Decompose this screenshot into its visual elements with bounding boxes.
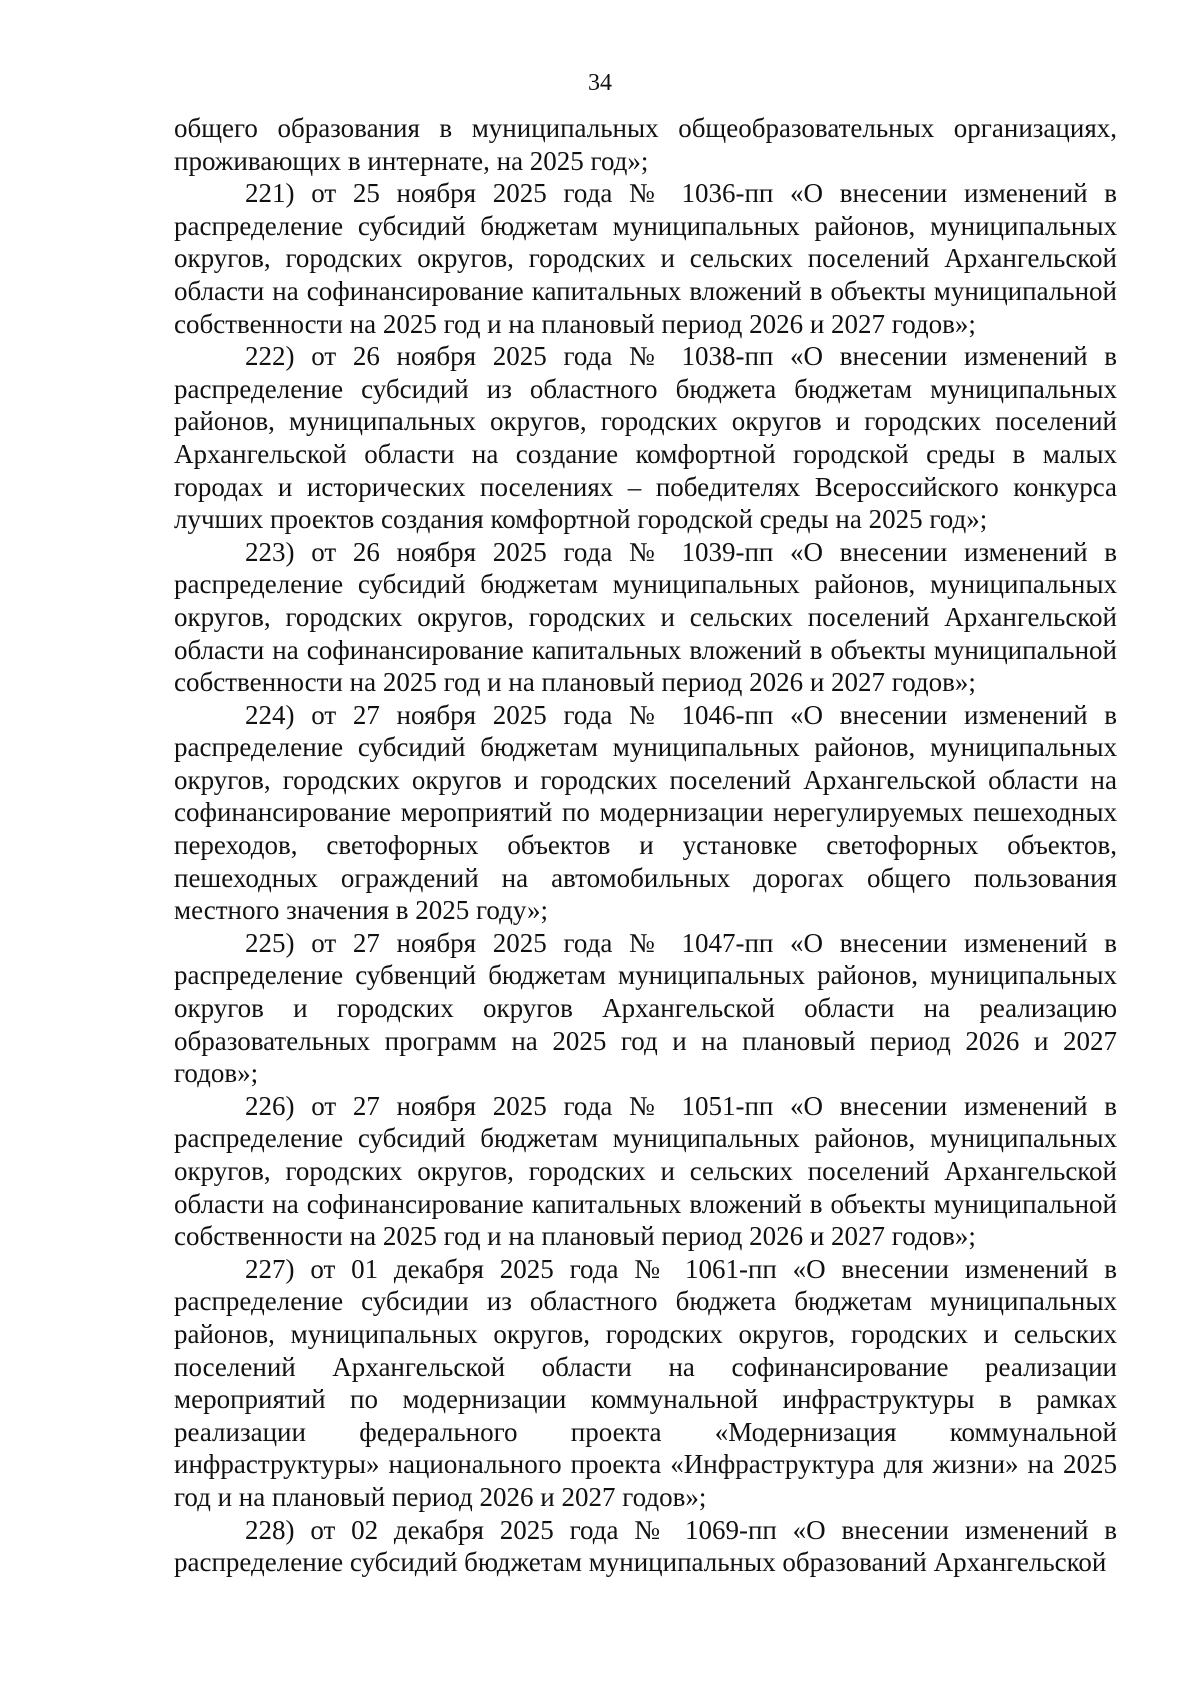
list-item-228: 228) от 02 декабря 2025 года № 1069-пп «О внесении изменений в распределение субсидий бюджетам муниципальных образований Архангельской: [174, 1514, 1117, 1578]
list-item-225: 225) от 27 ноября 2025 года № 1047-пп «О внесении изменений в распределение субвенций бюджетам муниципальных районов, муниципальных округов и городских округов Архангельской области на реализацию образовательных программ на 2025 год и на плановый период 2026 и 2027 годов»;: [174, 927, 1117, 1089]
list-item-221: 221) от 25 ноября 2025 года № 1036-пп «О внесении изменений в распределение субсидий бюджетам муниципальных районов, муниципальных округов, городских округов, городских и сельских поселений Архангельской области на софинансирование капитальных вложений в объекты муниципальной собственности на 2025 год и на плановый период 2026 и 2027 годов»;: [174, 178, 1117, 339]
page-number: 34: [588, 70, 612, 96]
list-item-224: 224) от 27 ноября 2025 года № 1046-пп «О внесении изменений в распределение субсидий бюджетам муниципальных районов, муниципальных округов, городских округов и городских поселений Архангельской области на софинансирование мероприятий по модернизации нерегулируемых пешеходных переходов, светофорных объектов и установке светофорных объектов, пешеходных ограждений на автомобильных дорогах общего пользования местного значения в 2025 году»;: [174, 699, 1117, 926]
list-item-226: 226) от 27 ноября 2025 года № 1051-пп «О внесении изменений в распределение субсидий бюджетам муниципальных районов, муниципальных округов, городских округов, городских и сельских поселений Архангельской области на софинансирование капитальных вложений в объекты муниципальной собственности на 2025 год и на плановый период 2026 и 2027 годов»;: [174, 1090, 1117, 1252]
paragraph-continuation: общего образования в муниципальных общеобразовательных организациях, проживающих в интернате, на 2025 год»;: [174, 113, 1117, 176]
list-item-222: 222) от 26 ноября 2025 года № 1038-пп «О внесении изменений в распределение субсидий из областного бюджета бюджетам муниципальных районов, муниципальных округов, городских округов и городских поселений Архангельской области на создание комфортной городской среды в малых городах и исторических поселениях – победителях Всероссийского конкурса лучших проектов создания комфортной городской среды на 2025 год»;: [174, 341, 1117, 535]
document-body: [174, 112, 1117, 1579]
list-item-227: 227) от 01 декабря 2025 года № 1061-пп «О внесении изменений в распределение субсидии из областного бюджета бюджетам муниципальных районов, муниципальных округов, городских округов, городских и сельских поселений Архангельской области на софинансирование реализации мероприятий по модернизации коммунальной инфраструктуры в рамках реализации федерального проекта «Модернизация коммунальной инфраструктуры» национального проекта «Инфраструктура для жизни» на 2025 год и на плановый период 2026 и 2027 годов»;: [174, 1253, 1117, 1512]
list-item-223: 223) от 26 ноября 2025 года № 1039-пп «О внесении изменений в распределение субсидий бюджетам муниципальных районов, муниципальных округов, городских округов, городских и сельских поселений Архангельской области на софинансирование капитальных вложений в объекты муниципальной собственности на 2025 год и на плановый период 2026 и 2027 годов»;: [174, 536, 1117, 698]
